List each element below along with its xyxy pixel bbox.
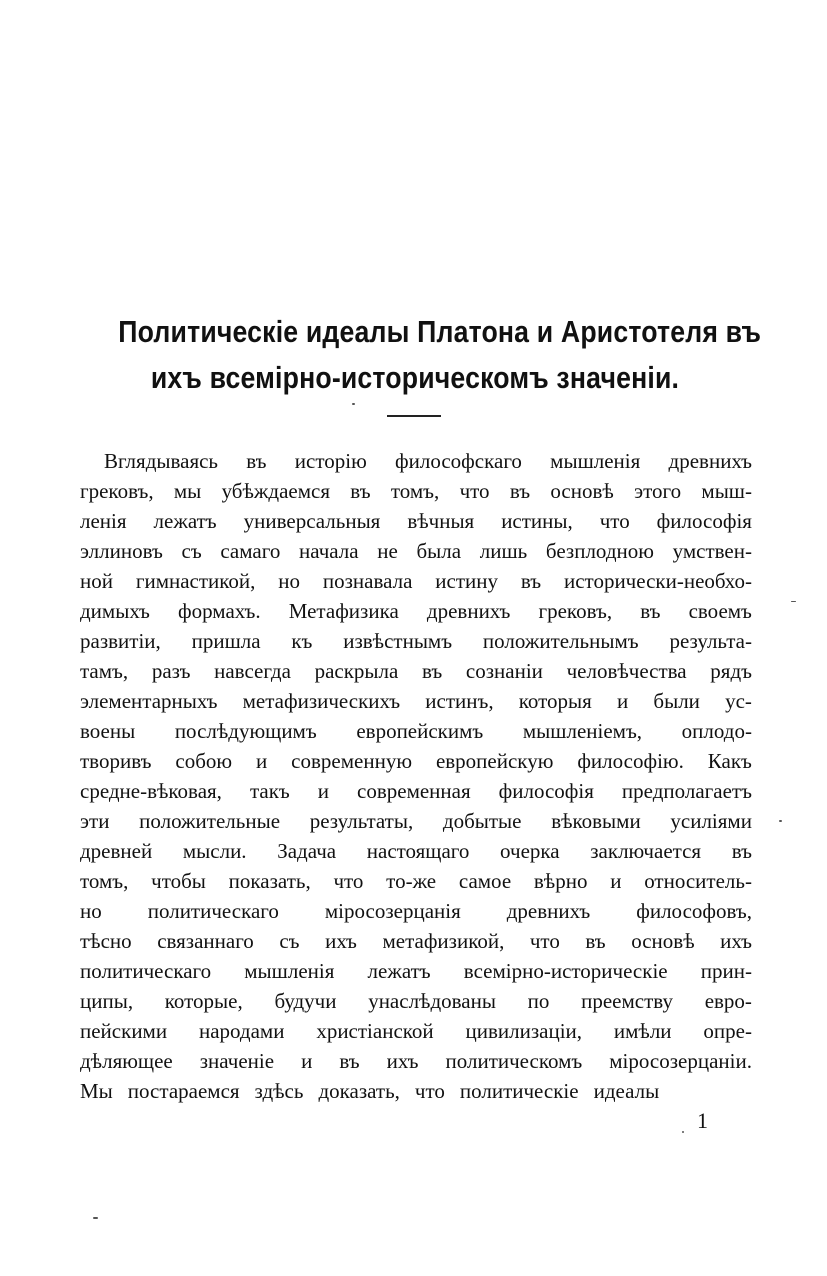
word: томъ,: [80, 869, 129, 893]
word: основѣ: [631, 929, 695, 953]
word: вѣчныя: [407, 509, 475, 533]
word: рядъ: [710, 659, 752, 683]
word: была: [416, 539, 462, 563]
body-line: [80, 686, 752, 716]
word: но: [80, 899, 102, 923]
word: истинъ,: [425, 689, 494, 713]
word: тѣсно: [80, 929, 132, 953]
word: результа-: [669, 629, 752, 653]
print-speck: [779, 820, 782, 822]
word: послѣдующимъ: [174, 719, 317, 743]
word: истины,: [501, 509, 573, 533]
word: умствен-: [672, 539, 752, 563]
word: димыхъ: [80, 599, 150, 623]
word: философію.: [577, 749, 684, 773]
word: философскаго: [395, 449, 522, 473]
body-line: [80, 656, 752, 686]
body-line: [80, 566, 752, 596]
word: ихъ: [720, 929, 752, 953]
word: разъ: [151, 659, 191, 683]
word: грековъ,: [80, 479, 154, 503]
word: пейскими: [80, 1019, 168, 1043]
word: вѣрно: [533, 869, 588, 893]
word: мысли.: [182, 839, 247, 863]
chapter-title: [70, 309, 760, 401]
word: евро-: [704, 989, 752, 1013]
word: исторически-необхо-: [563, 569, 752, 593]
word: дѣляющее: [80, 1049, 173, 1073]
word: прин-: [700, 959, 752, 983]
word: начала: [299, 539, 359, 563]
word: въ: [246, 449, 267, 473]
word: въ: [509, 479, 531, 503]
body-line: [80, 536, 752, 566]
body-line: [80, 1016, 752, 1046]
word: но: [278, 569, 301, 593]
word: универсальныя: [243, 509, 381, 533]
word: философія: [656, 509, 752, 533]
word: христіанской: [316, 1019, 434, 1043]
word: метафизикой,: [382, 929, 505, 953]
word: древнихъ: [426, 599, 511, 623]
word: извѣстнымъ: [343, 629, 453, 653]
word: въ: [731, 839, 752, 863]
word: современную: [291, 749, 413, 773]
body-line: [80, 956, 752, 986]
word: то-же: [386, 869, 437, 893]
word: эллиновъ: [80, 539, 163, 563]
word: Задача: [277, 839, 337, 863]
word: древнихъ: [506, 899, 591, 923]
body-line: [80, 926, 752, 956]
word: воены: [80, 719, 136, 743]
word: очерка: [500, 839, 560, 863]
word: относитель-: [644, 869, 752, 893]
word: своемъ: [688, 599, 752, 623]
word: средне-вѣковая,: [80, 779, 222, 803]
word: лежатъ: [153, 509, 217, 533]
word: въ: [520, 569, 542, 593]
word: результаты,: [309, 809, 414, 833]
word: и: [301, 1049, 313, 1073]
word: что: [333, 869, 364, 893]
word: идеалы: [593, 1079, 660, 1103]
word: постараемся: [127, 1079, 240, 1103]
word: философія: [498, 779, 594, 803]
word: положительнымъ: [482, 629, 639, 653]
word: Мы: [80, 1079, 113, 1103]
word: оплодо-: [681, 719, 752, 743]
word: которые,: [164, 989, 243, 1013]
word: ленія: [80, 509, 127, 533]
word: что: [459, 479, 490, 503]
word: вѣковыми: [551, 809, 641, 833]
word: предполагаетъ: [621, 779, 752, 803]
word: въ: [350, 479, 371, 503]
print-speck: [682, 1131, 684, 1133]
word: философовъ,: [636, 899, 752, 923]
word: творивъ: [80, 749, 152, 773]
word: политическіе: [459, 1079, 579, 1103]
word: истину: [435, 569, 498, 593]
print-speck: [791, 601, 796, 602]
word: ус-: [725, 689, 752, 713]
word: въ: [339, 1049, 360, 1073]
word: основѣ: [550, 479, 614, 503]
word: собою: [175, 749, 233, 773]
body-line: [80, 476, 752, 506]
word: познавала: [322, 569, 413, 593]
body-line: [80, 806, 752, 836]
word: грековъ,: [538, 599, 613, 623]
word: политическомъ: [445, 1049, 583, 1073]
word: такъ: [249, 779, 290, 803]
word: самое: [458, 869, 512, 893]
word: гимнастикой,: [135, 569, 256, 593]
page-number: 1: [697, 1108, 708, 1133]
word: добытые: [442, 809, 522, 833]
word: раскрыла: [314, 659, 399, 683]
word: древней: [80, 839, 153, 863]
word: сознаніи: [465, 659, 543, 683]
word: мышленія: [550, 449, 641, 473]
word: заключается: [590, 839, 702, 863]
word: въ: [422, 659, 443, 683]
word: что: [599, 509, 630, 533]
word: мышленія: [244, 959, 335, 983]
word: которыя: [518, 689, 592, 713]
word: современная: [357, 779, 471, 803]
word: политическаго: [147, 899, 279, 923]
body-line: [80, 1076, 752, 1106]
word: лишь: [479, 539, 528, 563]
word: европейскимъ: [356, 719, 484, 743]
word: навсегда: [214, 659, 291, 683]
word: доказать,: [318, 1079, 400, 1103]
print-speck: [93, 1217, 98, 1219]
word: значеніе: [199, 1049, 275, 1073]
word: развитіи,: [80, 629, 161, 653]
word: къ: [291, 629, 313, 653]
word: унаслѣдованы: [368, 989, 496, 1013]
word: самаго: [220, 539, 281, 563]
word: и: [610, 869, 622, 893]
word: элементарныхъ: [80, 689, 218, 713]
word: ихъ: [386, 1049, 419, 1073]
body-line: [80, 866, 752, 896]
body-line: [80, 626, 752, 656]
word: что: [529, 929, 560, 953]
word: мы: [173, 479, 202, 503]
word: положительные: [139, 809, 281, 833]
word: цивилизаціи,: [465, 1019, 583, 1043]
word: преемству: [581, 989, 673, 1013]
word: Какъ: [707, 749, 752, 773]
word: народами: [198, 1019, 285, 1043]
word: формахъ.: [178, 599, 261, 623]
chapter-title-line-2: ихъ всемірно-историческомъ значеніи.: [150, 360, 680, 395]
word: убѣждаемся: [221, 479, 330, 503]
body-line: [80, 836, 752, 866]
word: опре-: [703, 1019, 752, 1043]
word: міросозерцанія: [324, 899, 461, 923]
word: безплодною: [545, 539, 654, 563]
word: человѣчества: [566, 659, 687, 683]
body-paragraph: [80, 446, 752, 1106]
word: исторію: [294, 449, 367, 473]
chapter-title-line-1: Политическіе идеалы Платона и Аристотеля въ: [118, 314, 762, 349]
word: имѣли: [613, 1019, 672, 1043]
word: настоящаго: [366, 839, 470, 863]
word: по: [527, 989, 550, 1013]
word: томъ,: [390, 479, 440, 503]
body-line: [80, 446, 752, 476]
word: европейскую: [435, 749, 554, 773]
word: показать,: [228, 869, 311, 893]
word: мышленіемъ,: [522, 719, 643, 743]
body-line: [80, 896, 752, 926]
body-line: [80, 1046, 752, 1076]
word: будучи: [274, 989, 337, 1013]
word: чтобы: [151, 869, 206, 893]
print-speck: [352, 403, 355, 405]
word: что: [414, 1079, 445, 1103]
word: пришла: [191, 629, 261, 653]
word: эти: [80, 809, 110, 833]
word: ципы,: [80, 989, 134, 1013]
word: всемірно-историческіе: [463, 959, 668, 983]
word: съ: [279, 929, 300, 953]
body-line: [80, 716, 752, 746]
word: лежатъ: [367, 959, 431, 983]
word: и: [317, 779, 330, 803]
word: здѣсь: [254, 1079, 304, 1103]
word: этого: [634, 479, 682, 503]
word: Метафизика: [288, 599, 399, 623]
word: метафизическихъ: [242, 689, 401, 713]
word: ной: [80, 569, 113, 593]
body-line: [80, 596, 752, 626]
word: усиліями: [670, 809, 752, 833]
word: не: [377, 539, 398, 563]
word: въ: [640, 599, 661, 623]
word: и: [616, 689, 629, 713]
word: связаннаго: [157, 929, 254, 953]
word: и: [256, 749, 268, 773]
body-line: [80, 746, 752, 776]
body-line: [80, 986, 752, 1016]
title-divider: [387, 415, 441, 417]
word: древнихъ: [668, 449, 752, 473]
word: въ: [585, 929, 606, 953]
word: Вглядываясь: [104, 449, 219, 473]
word: ихъ: [325, 929, 357, 953]
word: были: [653, 689, 700, 713]
word: міросозерцаніи.: [609, 1049, 752, 1073]
body-line: [80, 776, 752, 806]
word: политическаго: [80, 959, 212, 983]
word: мыш-: [701, 479, 752, 503]
body-line: [80, 506, 752, 536]
word: съ: [181, 539, 202, 563]
word: тамъ,: [80, 659, 129, 683]
